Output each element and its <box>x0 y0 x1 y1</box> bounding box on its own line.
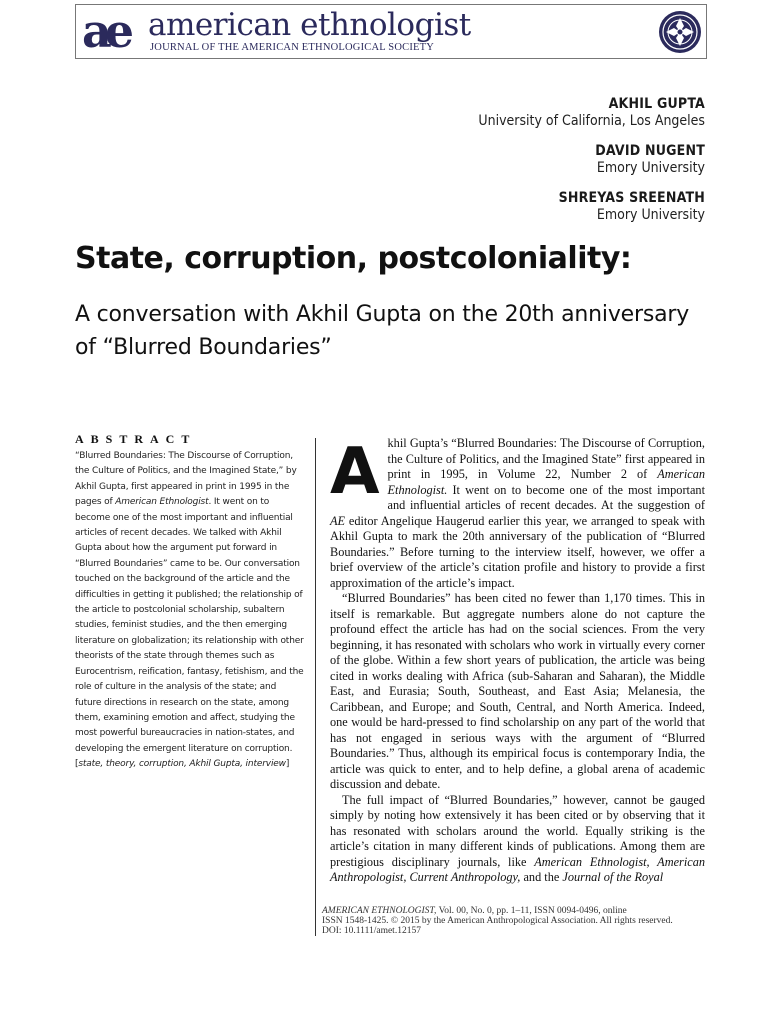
society-emblem-icon <box>658 10 702 54</box>
body-paragraph: “Blurred Boundaries” has been cited no fewer than 1,170 times. This in itself is remarkable. But aggregate numbers alone do not capture the profound effect the article has had on the social sciences. From the very beginning, it has resonated with scholars who work in virtually every corner of the globe. Within a few short years of publication, the article was being cited in works dealing with Africa (sub-Saharan and Saharan), the Middle East, and Eurasia; South, Southeast, and East Asia; Melanesia, the Caribbean, and Europe; and South, Central, and North America. Indeed, one would be hard-pressed to find scholarship on any part of the world that has not engaged in serious ways with the argument of “Blurred Boundaries.” Thus, although its empirical focus is contemporary India, the article was quick to enter, and to help define, a global arena of academic discussion and debate. <box>330 591 705 791</box>
abstract-heading: ABSTRACT <box>75 432 197 446</box>
journal-name: american ethnologist <box>148 7 471 43</box>
author-name: SHREYAS SREENATH <box>558 190 705 206</box>
author-list <box>478 96 705 224</box>
journal-banner <box>75 4 707 59</box>
abstract-keywords: state, theory, corruption, Akhil Gupta, interview <box>78 759 286 770</box>
author-name: DAVID NUGENT <box>595 143 705 159</box>
article-title: State, corruption, postcoloniality: <box>75 241 632 276</box>
article-subtitle: A conversation with Akhil Gupta on the 20th anniversary of “Blurred Boundaries” <box>75 302 690 360</box>
publication-footer: AMERICAN ETHNOLOGIST, Vol. 00, No. 0, pp. 1–11, ISSN 0094-0496, online ISSN 1548-1425. © 2015 by the American Anthropological Association. All rights reserved. DOI: 10.1111/amet.12157 <box>322 906 673 937</box>
column-divider <box>315 438 316 936</box>
author-affiliation: Emory University <box>596 207 705 223</box>
journal-subtitle: JOURNAL OF THE AMERICAN ETHNOLOGICAL SOCIETY <box>150 42 435 53</box>
body-paragraph: Akhil Gupta’s “Blurred Boundaries: The Discourse of Corruption, the Culture of Politics, and the Imagined State” first appeared in print in 1995, in Volume 22, Number 2 of American Ethnologist. It went on to become one of the most important and influential articles of recent decades. At the suggestion of AE editor Angelique Haugerud earlier this year, we arranged to speak with Akhil Gupta to mark the 20th anniversary of the publication of “Blurred Boundaries.” Before turning to the interview itself, however, we offer a brief overview of the article’s citation profile and history to provide a first approximation of the article’s impact. <box>330 435 705 590</box>
author-name: AKHIL GUPTA <box>608 96 705 112</box>
author-affiliation: Emory University <box>596 160 705 176</box>
drop-cap: A <box>330 435 380 509</box>
article-body <box>330 436 705 886</box>
doi: DOI: 10.1111/amet.12157 <box>322 926 421 937</box>
author-affiliation: University of California, Los Angeles <box>478 113 705 129</box>
journal-logo-mark: ae <box>82 4 128 58</box>
body-paragraph: The full impact of “Blurred Boundaries,” however, cannot be gauged simply by noting how extensively it has been cited or by observing that it has resonated with scholars around the world. Equally striking is the article’s citation in many different kinds of publications. Among them are prestigious disciplinary journals, like American Ethnologist, American Anthropologist, Current Anthropology, and the Journal of the Royal <box>330 792 705 884</box>
abstract <box>75 432 305 773</box>
abstract-text: “Blurred Boundaries: The Discourse of Corruption, the Culture of Politics, and the Imagined State,” by Akhil Gupta, first appeared in print in 1995 in the pages of American Ethnologist. It went on to become one of the most important and influential articles of recent decades. We talked with Akhil Gupta about how the argument put forward in “Blurred Boundaries” came to be. Our conversation touched on the background of the article and the difficulties in getting it published; the relationship of the article to postcolonial scholarship, subaltern studies, feminist studies, and the then emerging literature on globalization; its relationship with other theorists of the state through themes such as Eurocentrism, reification, fantasy, fetishism, and the role of culture in the analysis of the state; and future directions in research on the state, among them, examining emotion and affect, studying the most powerful bureaucracies in nation-states, and developing the emergent literature on corruption. [state, theory, corruption, Akhil Gupta, interview] <box>75 451 304 770</box>
